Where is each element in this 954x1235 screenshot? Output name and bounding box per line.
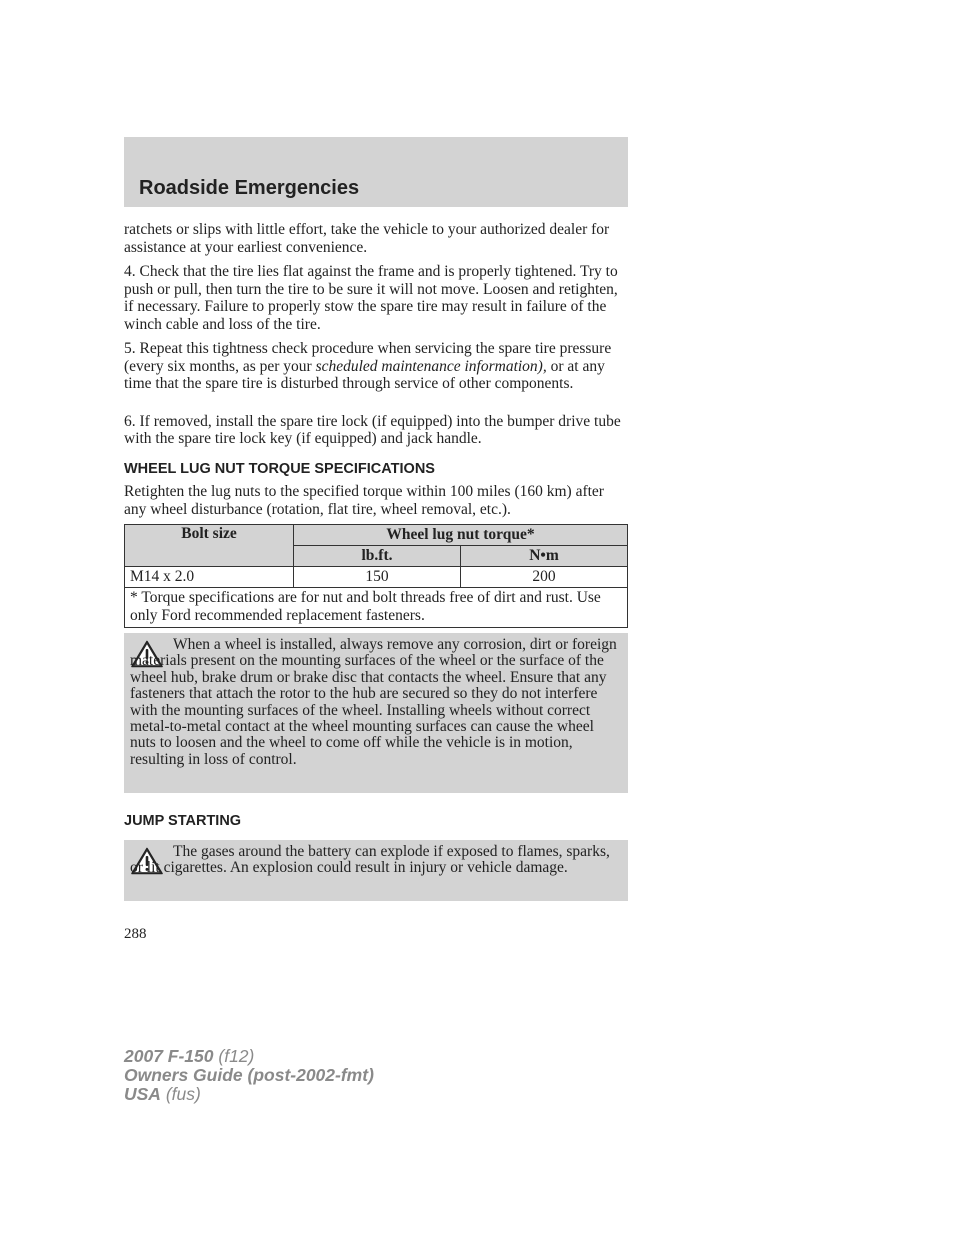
cell-bolt: M14 x 2.0 bbox=[125, 567, 294, 588]
table-row bbox=[125, 567, 628, 588]
jump-starting-heading: JUMP STARTING bbox=[124, 813, 242, 829]
paragraph-continued: ratchets or slips with little effort, take the vehicle to your authorized dealer for assistance at your earliest convenience. bbox=[124, 221, 610, 256]
col-lbft: lb.ft. bbox=[294, 546, 461, 567]
footer-line-2 bbox=[124, 1066, 374, 1085]
cell-lbft: 150 bbox=[294, 567, 461, 588]
torque-heading: WHEEL LUG NUT TORQUE SPECIFICATIONS bbox=[124, 461, 435, 477]
section-title: Roadside Emergencies bbox=[139, 177, 360, 199]
cell-nm: 200 bbox=[461, 567, 628, 588]
battery-warning-box bbox=[124, 840, 628, 901]
footer-market: USA bbox=[124, 1084, 161, 1104]
col-torque: Wheel lug nut torque* bbox=[294, 525, 628, 546]
paragraph-step-4: 4. Check that the tire lies flat against the frame and is properly tightened. Try to push or pull, then turn the tire to be sure it will not move. Loosen and retighten, if necessary. Failure to properly stow the spare tire may result in failure of the winch cable and loss of the tire. bbox=[124, 263, 618, 333]
col-nm: N•m bbox=[461, 546, 628, 567]
footer-line-1 bbox=[124, 1047, 374, 1066]
table-footnote: * Torque specifications are for nut and bolt threads free of dirt and rust. Use only Ford recommended replacement fasteners. bbox=[125, 588, 628, 628]
footer-guide: Owners Guide (post-2002-fmt) bbox=[124, 1065, 374, 1085]
step-5-text-b: or at any time that the spare tire is disturbed through service of other components. bbox=[124, 357, 605, 392]
paragraph-step-5 bbox=[124, 340, 628, 393]
paragraph-step-6: 6. If removed, install the spare tire lock (if equipped) into the bumper drive tube with the spare tire lock key (if equipped) and jack handle. bbox=[124, 413, 621, 447]
page-number: 288 bbox=[124, 926, 147, 942]
torque-table bbox=[124, 524, 628, 628]
table-header-row bbox=[125, 525, 628, 546]
footer-line-3 bbox=[124, 1085, 374, 1104]
footer-model: 2007 F-150 bbox=[124, 1046, 214, 1066]
footer-market-code: (fus) bbox=[160, 1084, 201, 1104]
footer-model-code: (f12) bbox=[213, 1046, 255, 1066]
wheel-warning-body: When a wheel is installed, always remove any corrosion, dirt or foreign materials present on the mounting surfaces of the wheel or the surface of the wheel hub, brake drum or brake disc that contacts the wheel. Ensure that any fasteners that attach the rotor to the hub are secured so they do not interfere with the mounting surfaces of the wheel. Installing wheels without correct metal-to-metal contact at the wheel mounting surfaces can cause the wheel nuts to loosen and the wheel to come off while the vehicle is in motion, resulting in loss of control. bbox=[130, 636, 617, 768]
wheel-warning-box bbox=[124, 633, 628, 793]
battery-warning-text bbox=[130, 844, 618, 877]
header-band bbox=[124, 137, 628, 207]
battery-warning-body: The gases around the battery can explode if exposed to flames, sparks, or lit cigarettes. An explosion could result in injury or vehicle damage. bbox=[130, 843, 610, 877]
step-5-text-a: 5. Repeat this tightness check procedure when servicing the spare tire pressure (every six months, as per your bbox=[124, 340, 612, 375]
col-bolt-size: Bolt size bbox=[125, 525, 294, 567]
table-note-row bbox=[125, 588, 628, 628]
torque-intro: Retighten the lug nuts to the specified torque within 100 miles (160 km) after any wheel disturbance (rotation, flat tire, wheel removal, etc.). bbox=[124, 483, 604, 518]
footer bbox=[124, 1047, 374, 1104]
wheel-warning-text bbox=[130, 637, 618, 768]
step-5-italic-reference: scheduled maintenance information), bbox=[315, 357, 547, 375]
